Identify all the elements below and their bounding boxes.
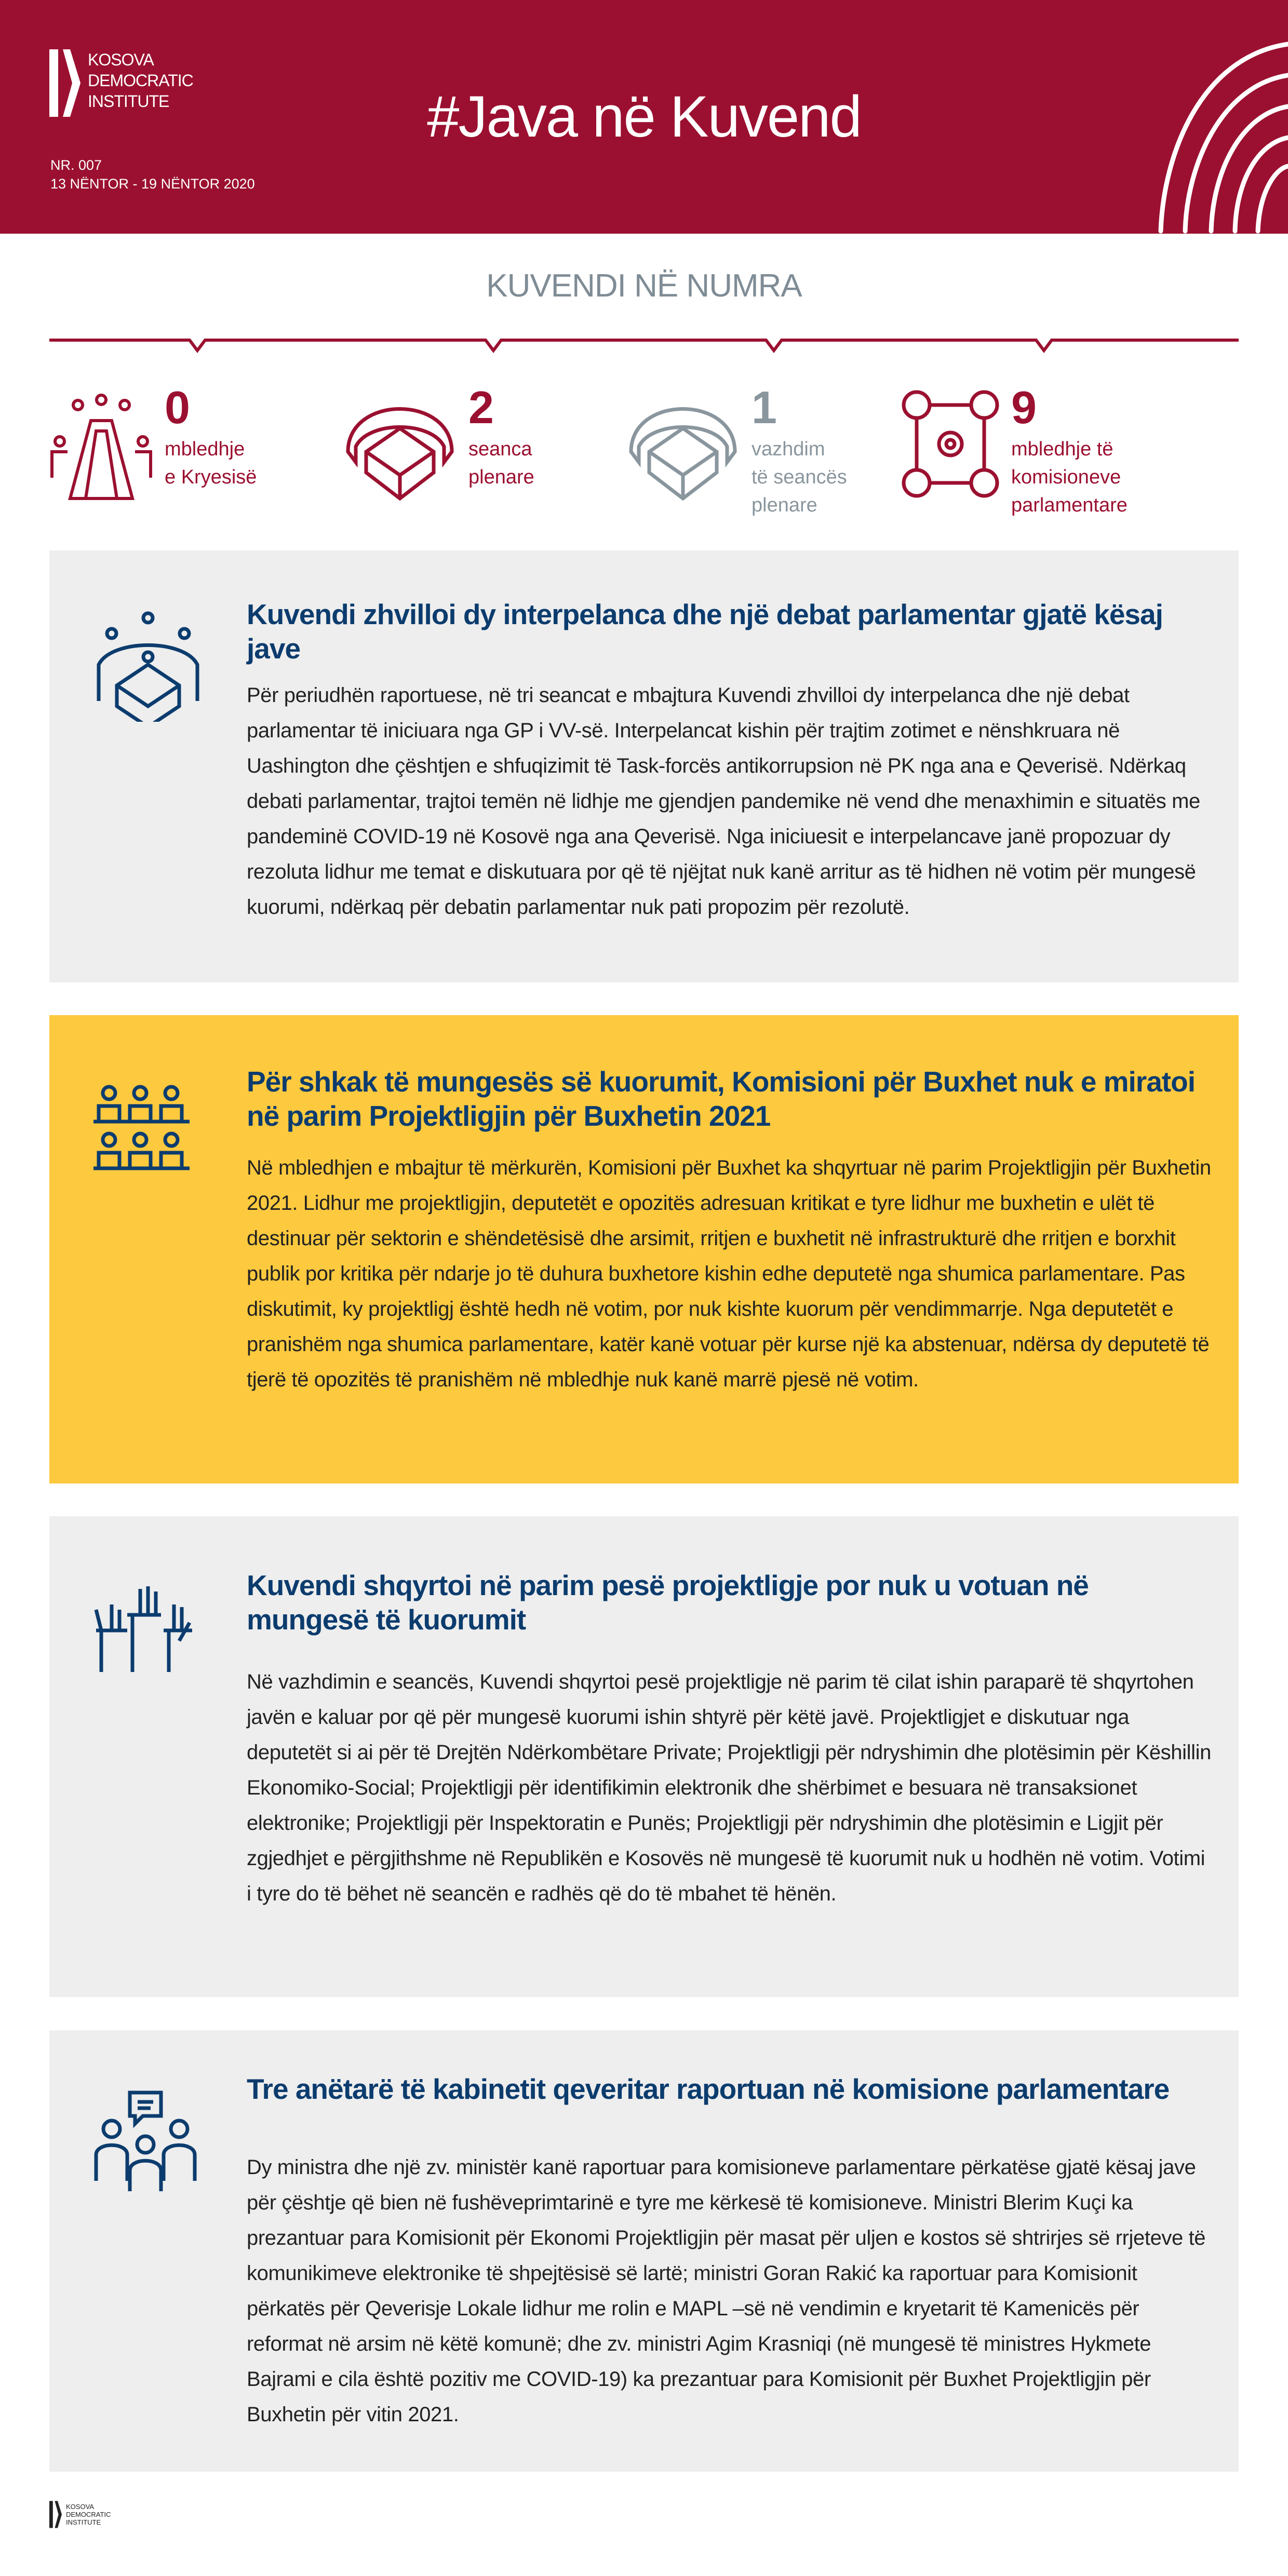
- stat-label: mbledhje të: [1011, 438, 1113, 460]
- footer-logo: [49, 2500, 111, 2529]
- stat-value: 9: [1011, 382, 1037, 433]
- stat-label: plenare: [752, 494, 817, 516]
- section-body: Në mbledhjen e mbajtur të mërkurën, Komisioni për Buxhet ka shqyrtuar në parim Projektligjin për Buxhetin 2021. Lidhur me projektligjin, deputetët e opozitës adresuan kritikat e tyre lidhur me buxhetin e ulët të destinuar për sektorin e shëndetësisë dhe arsimit, rritjen e buxhetit në infrastrukturë dhe rritjen e borxhit publik por kritika për ndarje jo të duhura buxhetore kishin edhe deputetë nga shumica parlamentare. Pas diskutimit, ky projektligj është hedh në votim, por nuk kishte kuorum për vendimmarrje. Nga deputetët e pranishëm nga shumica parlamentare, katër kanë votuar për kurse një ka abstenuar, ndërsa dy deputetë të tjerë të opozitës të pranishëm në mbledhje nuk kanë marrë pjesë në votim.: [247, 1156, 1211, 1391]
- section-title: Për shkak të mungesës së kuorumit, Komisioni për Buxhet nuk e miratoi në parim Projektligjin për Buxhetin 2021: [247, 1066, 1195, 1132]
- section-body: Në vazhdimin e seancës, Kuvendi shqyrtoi pesë projektligje në parim të cilat ishin paraparë të shqyrtohen javën e kaluar por që për mungesë kuorumi ishin shtyrë për këtë javë. Projektligjet e diskutuar nga deputetët si ai për të Drejtën Ndërkombëtare Private; Projektligji për ndryshimin dhe plotësimin për Këshillin Ekonomiko-Social; Projektligji për identifikimin elektronik dhe shërbimet e besuara në transaksionet elektronike; Projektligji për Inspektoratin e Punës; Projektligji për ndryshimin dhe plotësimin e Ligjit për zgjedhjet e përgjithshme në Republikën e Kosovës në mungesë të kuorumit nuk u hodhën në votim. Votimi i tyre do të bëhet në seancën e radhës që do të mbahet të hënën.: [247, 1670, 1211, 1905]
- stat-value: 0: [165, 382, 190, 433]
- stat-label: parlamentare: [1011, 494, 1128, 516]
- discussion-people-icon: [91, 2087, 200, 2196]
- logo-line: DEMOCRATIC: [88, 71, 193, 90]
- meeting-table-icon: [49, 384, 153, 504]
- section-title: Kuvendi shqyrtoi në parim pesë projektligje por nuk u votuan në mungesë të kuorumit: [247, 1569, 1089, 1636]
- stat-session-continuation: [626, 384, 847, 519]
- stat-committee-meetings: [901, 384, 1128, 519]
- news-section: [49, 1516, 1239, 1997]
- committee-seats-icon: [91, 1072, 195, 1176]
- news-section: [49, 2030, 1239, 2472]
- issue-number: NR. 007: [50, 157, 102, 173]
- news-section: [49, 1015, 1239, 1483]
- logo-line: DEMOCRATIC: [66, 2511, 111, 2518]
- numbers-heading: KUVENDI NË NUMRA: [486, 268, 802, 304]
- section-title: Kuvendi zhvilloi dy interpelanca dhe një debat parlamentar gjatë kësaj jave: [247, 598, 1163, 665]
- news-section: [49, 550, 1239, 982]
- stat-label: plenare: [468, 466, 534, 488]
- stat-presidency-meetings: [49, 384, 257, 504]
- raised-hands-icon: [91, 1573, 195, 1677]
- stat-label: komisioneve: [1011, 466, 1121, 488]
- stat-label: të seancës: [752, 466, 847, 488]
- logo-line: KOSOVA: [66, 2503, 94, 2511]
- committee-network-icon: [901, 384, 1000, 504]
- section-body: Dy ministra dhe një zv. ministër kanë raportuar para komisioneve parlamentare përkatëse gjatë kësaj jave për çështje që bien në fushëveprimtarinë e tyre me kërkesë të komisioneve. Ministri Blerim Kuçi ka prezantuar para Komisionit për Ekonomi Projektligjin për masat për uljen e kostos së shtrirjes së rrjeteve të komunikimeve elektronike të shpejtësisë së lartë; ministri Goran Rakić ka raportuar para Komisionit përkatës për Qeverisje Lokale lidhur me rolin e MAPL –së në vendimin e kryetarit të Kamenicës për reformat në arsim në këtë komunë; dhe zv. ministri Agim Krasniqi (në mungesë të ministres Hykmete Bajrami e cila është pozitiv me COVID-19) ka prezantuar para Komisionit për Buxhet Projektligjin për Buxhetin për vitin 2021.: [247, 2156, 1206, 2426]
- header-banner: [0, 0, 1288, 234]
- stat-label: seanca: [468, 438, 532, 460]
- logo-line: INSTITUTE: [66, 2518, 101, 2526]
- parliament-arcs-icon: [1070, 0, 1288, 234]
- numbers-divider: [49, 332, 1239, 353]
- section-body: Për periudhën raportuese, në tri seancat e mbajtura Kuvendi zhvilloi dy interpelanca dhe një debat parlamentar të iniciuara nga GP i VV-së. Interpelancat kishin për trajtim zotimet e nënshkruara në Uashington dhe çështjen e shfuqizimit të Task-forcës antikorrupsion në PK nga ana e Qeverisë. Ndërkaq debati parlamentar, trajtoi temën në lidhje me gjendjen pandemike në vend dhe menaxhimin e situatës me pandeminë COVID-19 në Kosovë nga ana Qeverisë. Nga iniciuesit e interpelancave janë propozuar dy rezoluta lidhur me temat e diskutuara por që të njëjtat nuk kanë arritur as të hidhen në votim për mungesë kuorumi, ndërkaq për debatin parlamentar nuk pati propozim për rezolutë.: [247, 684, 1200, 919]
- stat-label: e Kryesisë: [165, 466, 257, 488]
- stat-label: vazhdim: [752, 438, 825, 460]
- section-title: Tre anëtarë të kabinetit qeveritar raportuan në komisione parlamentare: [247, 2073, 1170, 2105]
- stat-value: 2: [468, 382, 494, 433]
- parliament-debate-icon: [91, 608, 205, 722]
- stat-plenary-sessions: [343, 384, 534, 504]
- page-title: #Java në Kuvend: [427, 84, 861, 149]
- stat-label: mbledhje: [165, 438, 245, 460]
- plenary-hall-icon: [626, 384, 740, 504]
- stat-value: 1: [752, 382, 777, 433]
- logo-line: INSTITUTE: [88, 92, 169, 111]
- plenary-hall-icon: [343, 384, 457, 504]
- logo-line: KOSOVA: [88, 50, 154, 69]
- kdi-logo-mark-icon: [49, 2500, 62, 2529]
- issue-dates: 13 NËNTOR - 19 NËNTOR 2020: [50, 176, 255, 192]
